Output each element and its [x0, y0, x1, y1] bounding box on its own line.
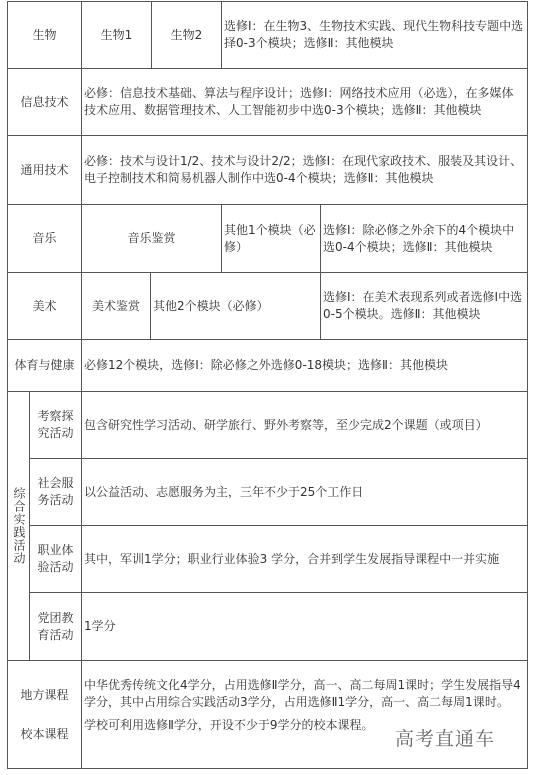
- subject-general-tech-label: 通用技术: [20, 162, 69, 177]
- subject-music-label: 音乐: [32, 231, 57, 245]
- subject-general-tech: [7, 135, 82, 205]
- pe-desc-text: 必修12个模块，选修Ⅰ：除必修之外选修0-18模块；选修Ⅱ：其他模块: [84, 358, 448, 372]
- practice-item-1-desc: [81, 391, 528, 459]
- school-desc-text: 学校可利用选修Ⅱ学分，开设不少于9学分的校本课程。: [84, 718, 374, 732]
- subject-it: [7, 68, 82, 136]
- practice-item-2-label: 社会服务活动: [37, 476, 74, 507]
- pe-desc: [81, 339, 528, 392]
- it-desc-text: 必修：信息技术基础、算法与程序设计；选修Ⅰ：网络技术应用（必选），在多媒体技术应用、数据管理技术、人工智能初步中选0-3个模块；选修Ⅱ：其他模块: [84, 86, 514, 117]
- practice-item-2: [29, 458, 82, 526]
- music-module-2-label: 其他1个模块（必修）: [224, 222, 316, 254]
- subject-pe: [7, 339, 82, 392]
- subject-school-label: 校本课程: [20, 726, 69, 741]
- biology-module-2: [151, 1, 222, 69]
- practice-item-4-desc: [81, 592, 528, 661]
- practice-item-3: [29, 525, 82, 593]
- practice-item-1-desc-text: 包含研究性学习活动、研学旅行、野外考察等，至少完成2个课题（或项目）: [84, 417, 488, 432]
- biology-desc-text: 选修Ⅰ：在生物3、生物技术实践、现代生物科技专题中选择0-3个模块；选修Ⅱ：其他模块: [224, 19, 524, 50]
- art-desc-text: 选修Ⅰ：在美术表现系列或者选修Ⅰ中选0-5个模块。选修Ⅱ：其他模块: [323, 290, 523, 321]
- biology-module-1-label: 生物1: [100, 27, 133, 42]
- subject-art: [7, 272, 82, 340]
- biology-module-2-label: 生物2: [170, 27, 203, 42]
- subject-biology-label: 生物: [32, 27, 57, 42]
- practice-item-4: [29, 592, 82, 661]
- local-desc-text: 中华优秀传统文化4学分，占用选修Ⅱ学分，高一、高二每周1课时；学生发展指导4学分，其中占用综合实践活动3学分，占用选修Ⅱ1学分，高一、高二每周1课时。: [84, 678, 521, 709]
- art-desc: [320, 272, 528, 340]
- it-desc: [81, 68, 528, 136]
- subject-it-label: 信息技术: [20, 94, 69, 109]
- subject-art-label: 美术: [32, 298, 57, 313]
- music-module-1: [81, 204, 222, 273]
- practice-item-4-desc-text: 1学分: [84, 619, 116, 633]
- local-school-desc: [81, 660, 528, 769]
- subject-local-school: [7, 660, 82, 769]
- practice-item-2-desc-text: 以公益活动、志愿服务为主，三年不少于25个工作日: [84, 484, 364, 499]
- music-desc: [320, 204, 528, 273]
- subject-pe-label: 体育与健康: [14, 358, 75, 372]
- practice-item-2-desc: [81, 458, 528, 526]
- subject-music: [7, 204, 82, 273]
- general-tech-desc: [81, 135, 528, 205]
- subject-local-label: 地方课程: [20, 687, 69, 702]
- practice-item-3-desc-text: 其中，军训1学分；职业行业体验3 学分，合并到学生发展指导课程中一并实施: [84, 551, 500, 566]
- practice-item-3-label: 职业体验活动: [37, 543, 74, 574]
- practice-group-text: 综合实践活动: [12, 487, 26, 565]
- art-module-1-label: 美术鉴赏: [91, 298, 140, 313]
- music-module-2: [221, 204, 321, 273]
- watermark: 高考直通车: [395, 728, 496, 750]
- practice-item-4-label: 党团教育活动: [37, 610, 74, 642]
- art-module-2: [150, 272, 321, 340]
- practice-item-1: [29, 391, 82, 459]
- subject-biology: [7, 1, 82, 69]
- practice-group-label: [7, 391, 30, 661]
- art-module-2-label: 其他2个模块（必修）: [153, 298, 269, 313]
- general-tech-desc-text: 必修：技术与设计1/2、技术与设计2/2；选修Ⅰ：在现代家政技术、服装及其设计、电子控制技术和简易机器人制作中选0-4个模块；选修Ⅱ：其他模块: [84, 154, 523, 185]
- practice-item-1-label: 考察探究活动: [37, 409, 74, 440]
- biology-desc: [221, 1, 528, 69]
- practice-item-3-desc: [81, 525, 528, 593]
- music-desc-text: 选修Ⅰ：除必修之外余下的4个模块中选0-4个模块；选修Ⅱ：其他模块: [323, 222, 515, 254]
- biology-module-1: [81, 1, 152, 69]
- music-module-1-label: 音乐鉴赏: [127, 231, 176, 245]
- art-module-1: [81, 272, 151, 340]
